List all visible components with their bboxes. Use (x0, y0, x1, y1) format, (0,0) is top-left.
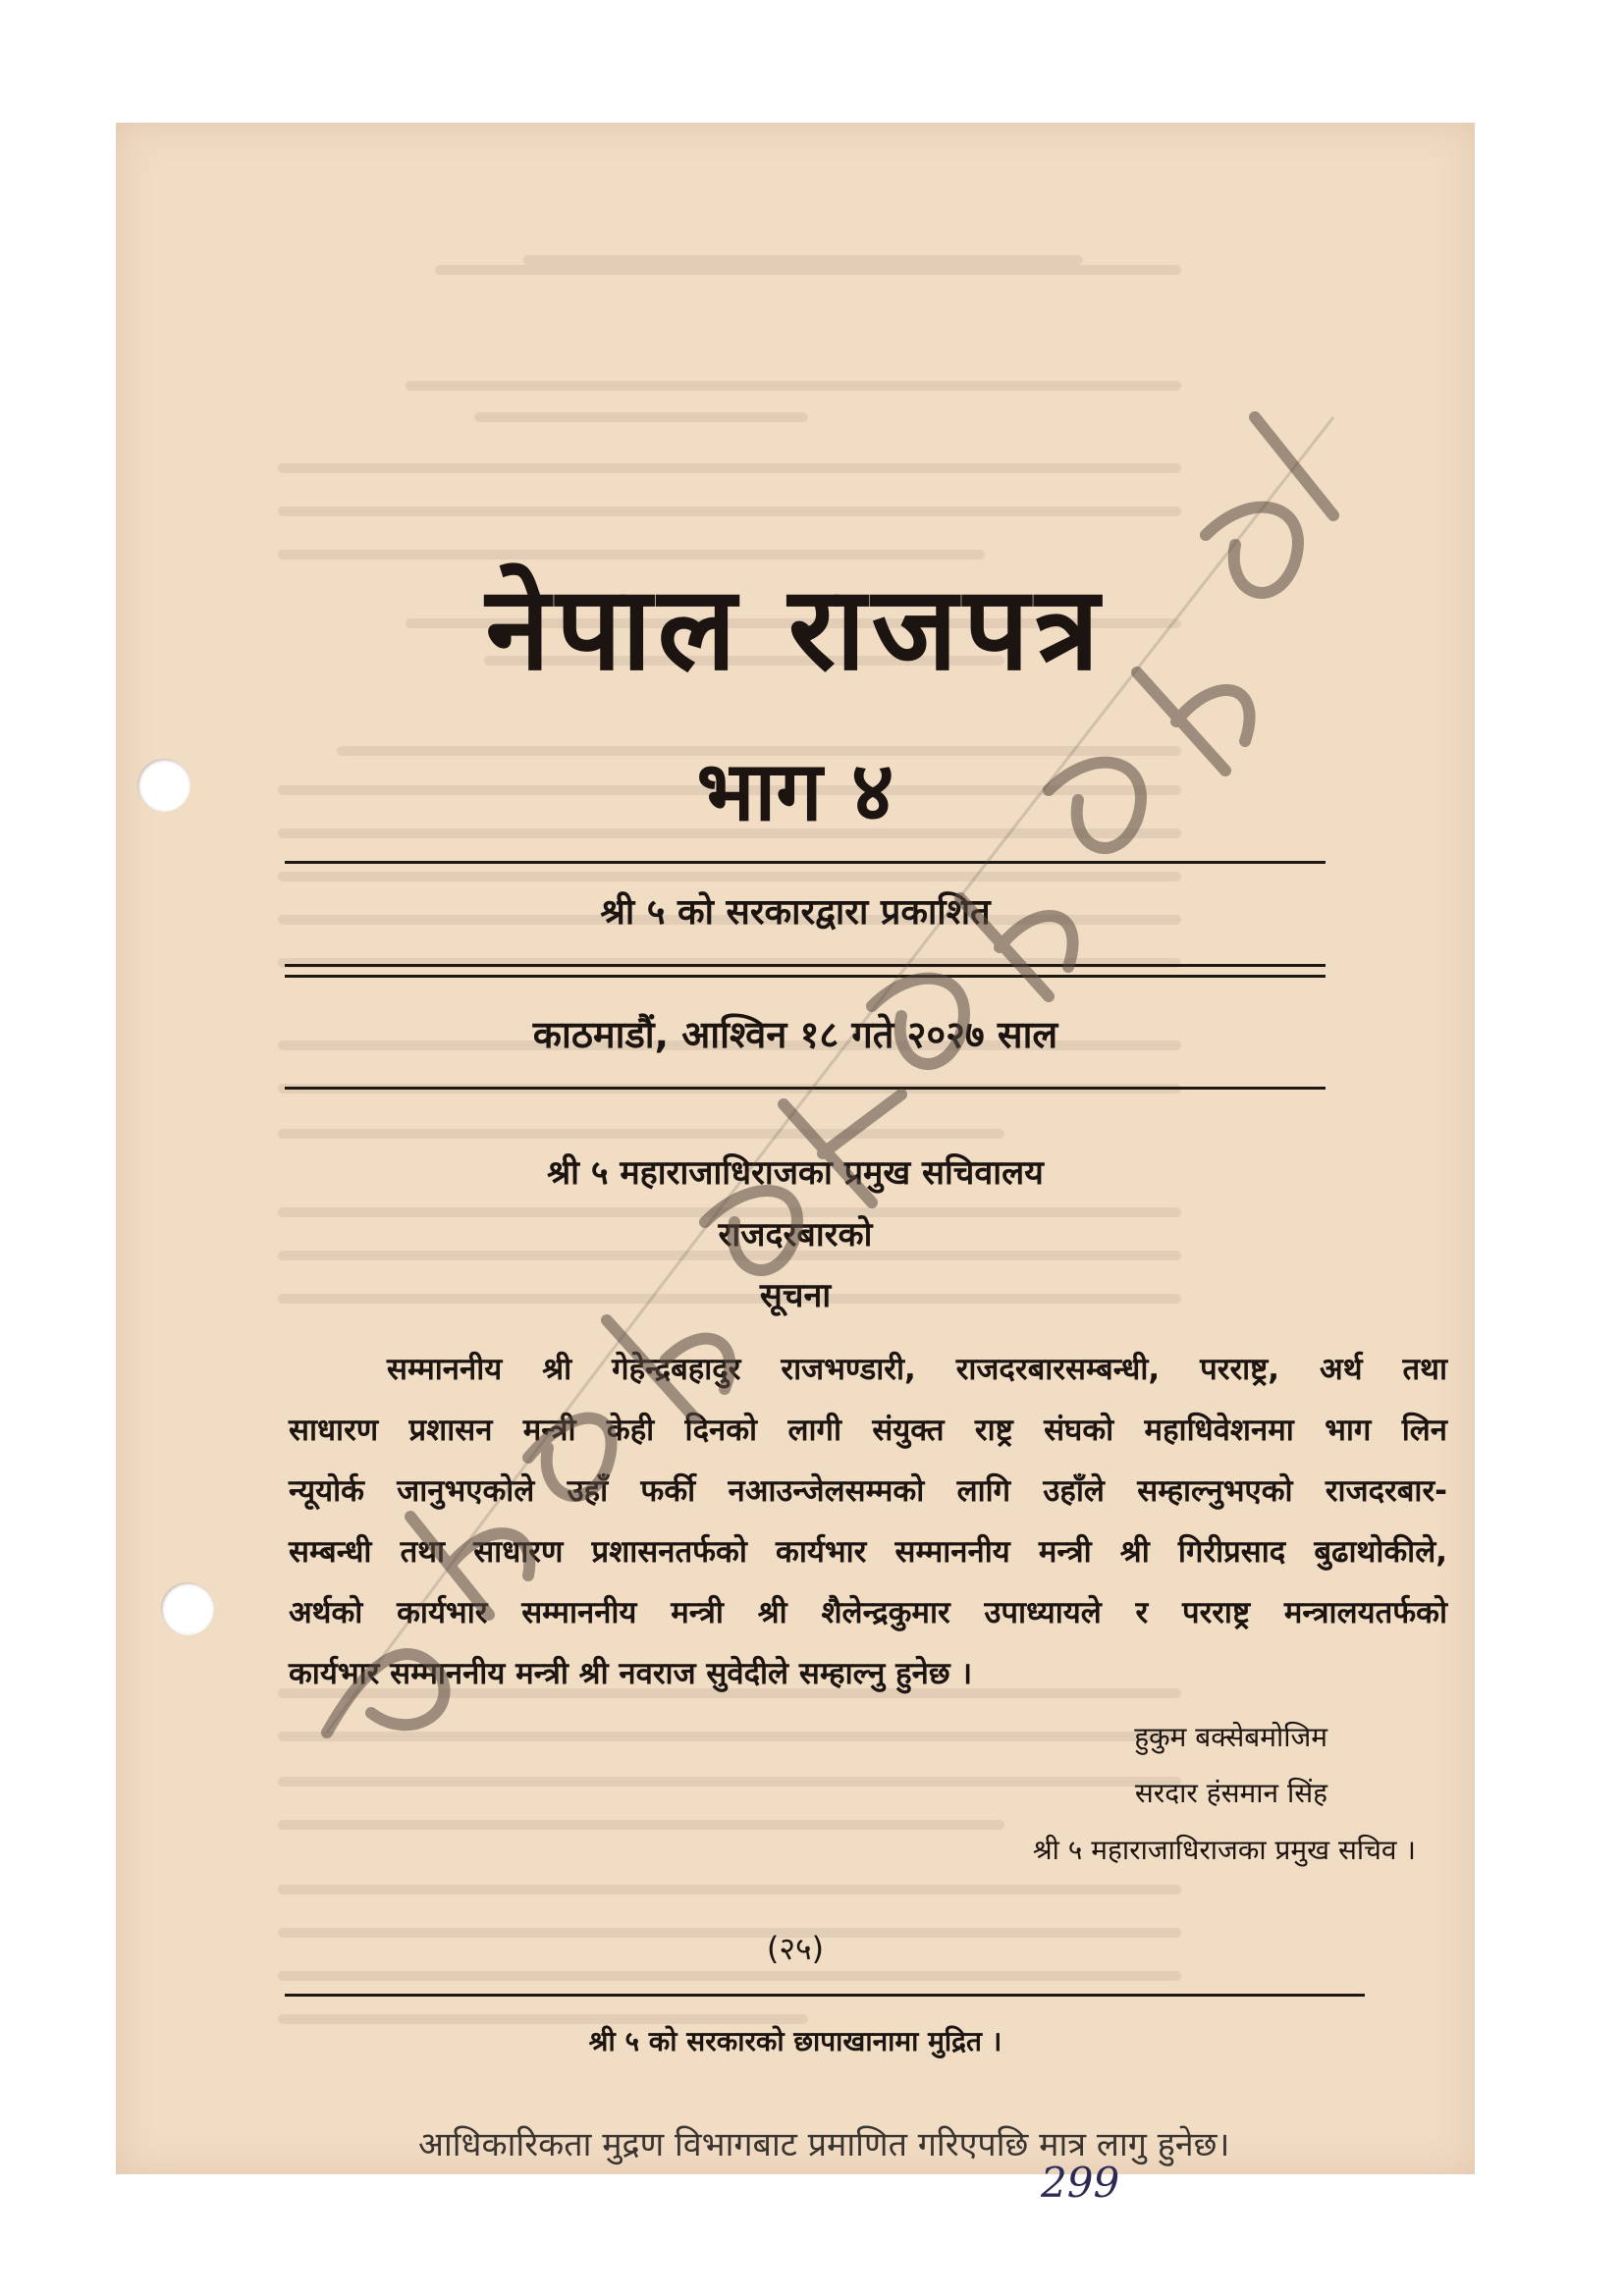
notice-body-line: साधारण प्रशासन मन्त्री केही दिनको लागी संयुक्त राष्ट्र संघको महाधिवेशनमा भाग लिन (289, 1413, 1447, 1448)
notice-body-line: अर्थको कार्यभार सम्माननीय मन्त्री श्री शैलेन्द्रकुमार उपाध्यायले र परराष्ट्र मन्त्रालयतर्फको (289, 1595, 1447, 1630)
gazette-masthead: नेपाल राजपत्र (485, 561, 1106, 696)
printer-imprint: श्री ५ को सरकारको छापाखानामा मुद्रित । (588, 2025, 1002, 2057)
issuing-office: श्री ५ महाराजाधिराजका प्रमुख सचिवालय (547, 1153, 1044, 1193)
page-folio: (२५) (766, 1930, 825, 1967)
signatory-title: श्री ५ महाराजाधिराजका प्रमुख सचिव । (1032, 1834, 1416, 1866)
divider-rule (285, 975, 1326, 978)
gazette-part-number: भाग ४ (696, 743, 894, 839)
authentication-note: आधिकारिकता मुद्रण विभागबाट प्रमाणित गरिएपछि मात्र लागु हुनेछ। (418, 2125, 1230, 2164)
issuing-place: राजदरबारको (718, 1215, 873, 1255)
notice-body-line: सम्बन्धी तथा साधारण प्रशासनतर्फको कार्यभार सम्माननीय मन्त्री श्री गिरीप्रसाद बुढाथोकीले, (289, 1534, 1447, 1570)
dateline: काठमाडौं, आश्विन १८ गते २०२७ साल (532, 1013, 1058, 1056)
divider-rule (285, 861, 1326, 864)
divider-rule (285, 1994, 1365, 1997)
notice-body-line: कार्यभार सम्माननीय मन्त्री श्री नवराज सुवेदीले सम्हाल्नु हुनेछ । (289, 1656, 973, 1691)
divider-rule (285, 964, 1326, 967)
divider-rule (285, 1087, 1326, 1090)
notice-heading: सूचना (759, 1276, 832, 1315)
signature-order-line: हुकुम बक्सेबमोजिम (1134, 1721, 1327, 1753)
publisher-line: श्री ५ को सरकारद्वारा प्रकाशित (600, 892, 991, 933)
gazette-page (116, 123, 1475, 2207)
signatory-name: सरदार हंसमान सिंह (1134, 1777, 1327, 1809)
notice-body-line: न्यूयोर्क जानुभएकोले उहाँ फर्की नआउन्जेलसम्मको लागि उहाँले सम्हाल्नुभएको राजदरबार- (289, 1473, 1447, 1509)
notice-body-line: सम्माननीय श्री गेहेन्द्रबहादुर राजभण्डारी, राजदरबारसम्बन्धी, परराष्ट्र, अर्थ तथा (387, 1352, 1447, 1387)
handwritten-page-number: 299 (1041, 2159, 1120, 2207)
punch-hole-bottom (161, 1582, 214, 1635)
